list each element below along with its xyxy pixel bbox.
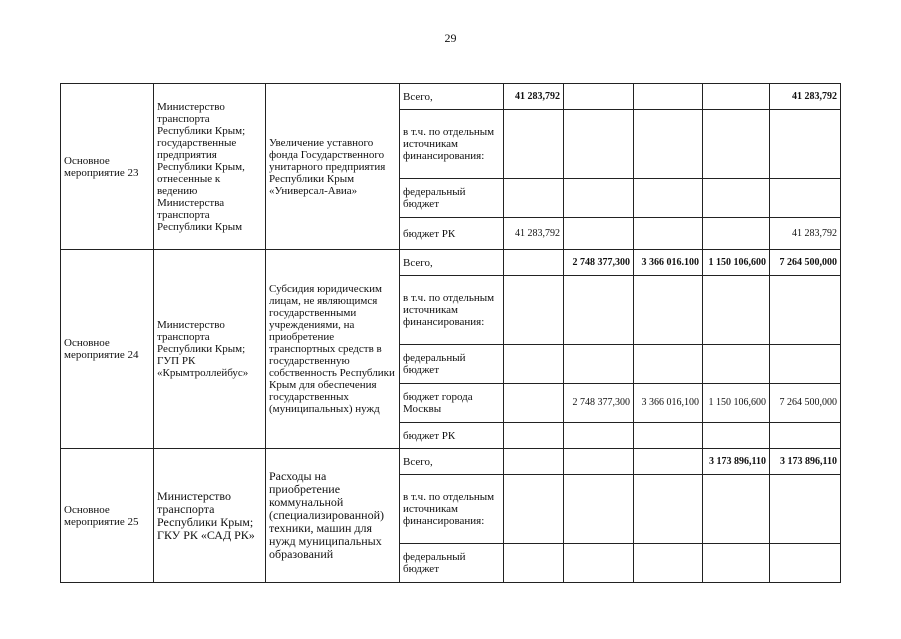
- amount-cell: [634, 179, 703, 218]
- amount-cell: [634, 544, 703, 583]
- amount-cell: [634, 218, 703, 250]
- amount-cell: [564, 475, 634, 544]
- amount-cell: 3 173 896,110: [703, 449, 770, 475]
- amount-cell: [564, 544, 634, 583]
- responsible-executor: Министерство транспорта Республики Крым; ГУП РК «Крымтроллейбус»: [154, 250, 266, 449]
- amount-cell: 3 173 896,110: [770, 449, 841, 475]
- amount-cell: [504, 475, 564, 544]
- amount-cell: [564, 449, 634, 475]
- amount-cell: [504, 384, 564, 423]
- amount-cell: 2 748 377,300: [564, 250, 634, 276]
- amount-cell: [770, 276, 841, 345]
- activity-description: Увеличение уставного фонда Государственного унитарного предприятия Республики Крым «Универсал-Авиа»: [266, 84, 400, 250]
- amount-cell: 41 283,792: [770, 84, 841, 110]
- amount-cell: [564, 276, 634, 345]
- table-row: [61, 449, 841, 475]
- amount-cell: [703, 218, 770, 250]
- amount-cell: [504, 423, 564, 449]
- amount-cell: [504, 250, 564, 276]
- funding-source: Всего,: [400, 250, 504, 276]
- amount-cell: 7 264 500,000: [770, 384, 841, 423]
- page-number: 29: [444, 31, 457, 45]
- amount-cell: [770, 110, 841, 179]
- amount-cell: [703, 345, 770, 384]
- activity-name: Основное мероприятие 25: [61, 449, 154, 583]
- amount-cell: [504, 544, 564, 583]
- amount-cell: [504, 110, 564, 179]
- amount-cell: [564, 423, 634, 449]
- funding-source: в т.ч. по отдельным источникам финансирования:: [400, 276, 504, 345]
- amount-cell: 3 366 016,100: [634, 384, 703, 423]
- activity-name: Основное мероприятие 24: [61, 250, 154, 449]
- amount-cell: [564, 218, 634, 250]
- funding-source: в т.ч. по отдельным источникам финансирования:: [400, 475, 504, 544]
- amount-cell: [770, 423, 841, 449]
- amount-cell: [504, 345, 564, 384]
- amount-cell: [564, 345, 634, 384]
- amount-cell: [703, 110, 770, 179]
- amount-cell: 1 150 106,600: [703, 384, 770, 423]
- table-row: [61, 250, 841, 276]
- amount-cell: 3 366 016.100: [634, 250, 703, 276]
- amount-cell: [504, 276, 564, 345]
- funding-source: федеральный бюджет: [400, 345, 504, 384]
- amount-cell: [634, 423, 703, 449]
- amount-cell: [634, 84, 703, 110]
- amount-cell: [703, 276, 770, 345]
- amount-cell: [634, 475, 703, 544]
- funding-table: [60, 83, 841, 583]
- amount-cell: 41 283,792: [504, 218, 564, 250]
- responsible-executor: Министерство транспорта Республики Крым; государственные предприятия Республики Крым, отнесенные к ведению Министерства транспорта Республики Крым: [154, 84, 266, 250]
- funding-source: бюджет города Москвы: [400, 384, 504, 423]
- activity-description: Расходы на приобретение коммунальной (специализированной) техники, машин для нужд муниципальных образований: [266, 449, 400, 583]
- amount-cell: [504, 179, 564, 218]
- table-row: [61, 84, 841, 110]
- amount-cell: 41 283,792: [504, 84, 564, 110]
- funding-source: в т.ч. по отдельным источникам финансирования:: [400, 110, 504, 179]
- amount-cell: [703, 544, 770, 583]
- funding-source: бюджет РК: [400, 218, 504, 250]
- amount-cell: [703, 423, 770, 449]
- amount-cell: 7 264 500,000: [770, 250, 841, 276]
- amount-cell: [504, 449, 564, 475]
- activity-description: Субсидия юридическим лицам, не являющимся государственными учреждениями, на приобретение транспортных средств в государственную собственность Республики Крым для обеспечения государственных (муниципальных) нужд: [266, 250, 400, 449]
- amount-cell: 41 283,792: [770, 218, 841, 250]
- amount-cell: [770, 475, 841, 544]
- activity-name: Основное мероприятие 23: [61, 84, 154, 250]
- responsible-executor: Министерство транспорта Республики Крым; ГКУ РК «САД РК»: [154, 449, 266, 583]
- amount-cell: [564, 84, 634, 110]
- amount-cell: [703, 179, 770, 218]
- amount-cell: [703, 475, 770, 544]
- amount-cell: [564, 110, 634, 179]
- funding-source: Всего,: [400, 449, 504, 475]
- amount-cell: 1 150 106,600: [703, 250, 770, 276]
- amount-cell: [634, 345, 703, 384]
- amount-cell: [770, 544, 841, 583]
- amount-cell: [703, 84, 770, 110]
- amount-cell: [770, 345, 841, 384]
- funding-source: бюджет РК: [400, 423, 504, 449]
- amount-cell: [634, 276, 703, 345]
- amount-cell: [634, 110, 703, 179]
- amount-cell: 2 748 377,300: [564, 384, 634, 423]
- amount-cell: [564, 179, 634, 218]
- funding-source: федеральный бюджет: [400, 179, 504, 218]
- funding-source: Всего,: [400, 84, 504, 110]
- funding-source: федеральный бюджет: [400, 544, 504, 583]
- amount-cell: [770, 179, 841, 218]
- amount-cell: [634, 449, 703, 475]
